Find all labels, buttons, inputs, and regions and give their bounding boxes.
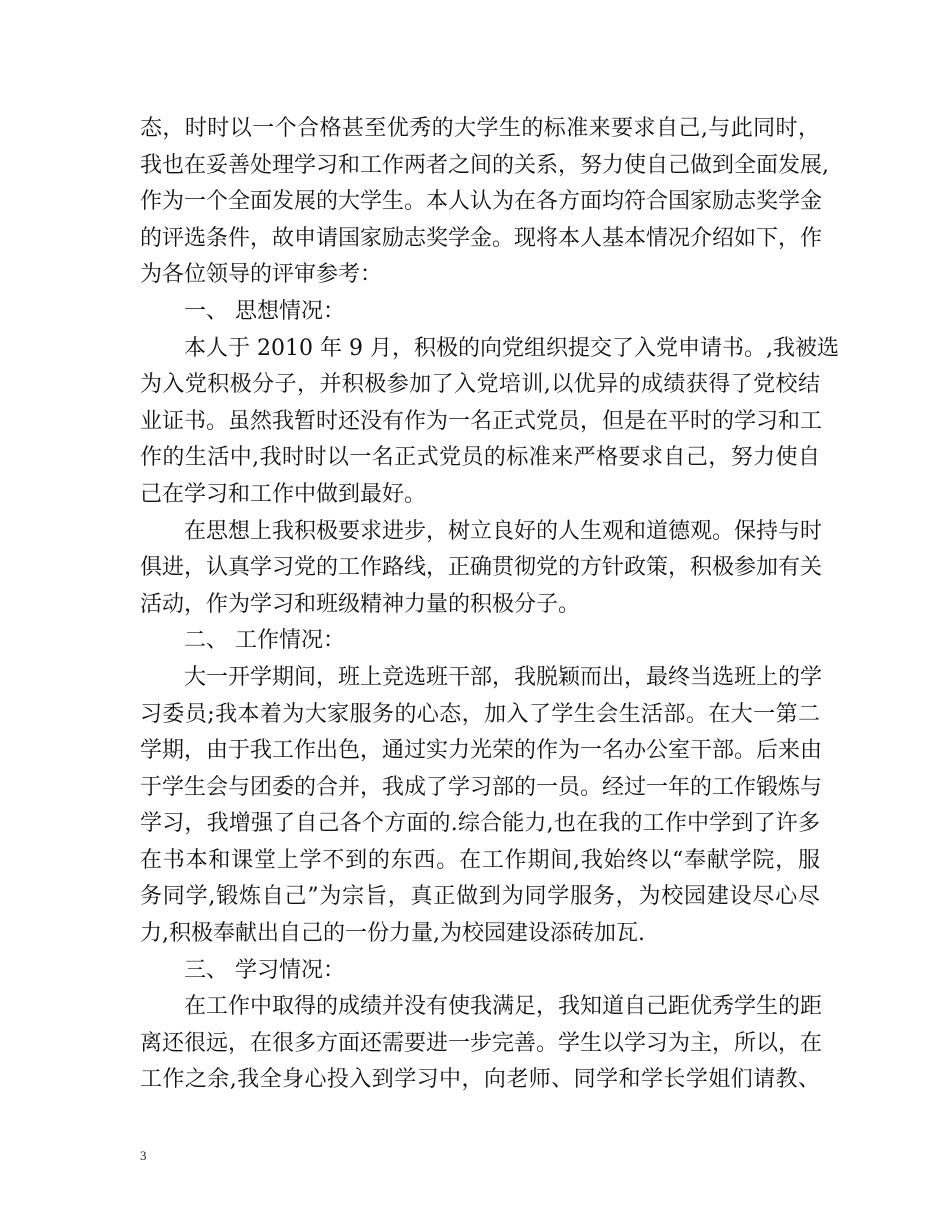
text-line: 在思想上我积极要求进步，树立良好的人生观和道德观。保持与时 bbox=[140, 518, 823, 544]
document-body bbox=[140, 111, 839, 1099]
text-line: 在书本和课堂上学不到的东西。在工作期间,我始终以“奉献学院，服 bbox=[140, 847, 820, 873]
page-number: 3 bbox=[140, 1148, 147, 1163]
text-line: 习委员;我本着为大家服务的心态，加入了学生会生活部。在大一第二 bbox=[140, 701, 820, 727]
text-line: 态，时时以一个合格甚至优秀的大学生的标准来要求自己,与此同时， bbox=[140, 116, 820, 141]
section-heading: 一、 思想情况： bbox=[184, 298, 345, 324]
text-line: 我也在妥善处理学习和工作两者之间的关系，努力使自己做到全面发展, bbox=[140, 152, 829, 178]
text-line: 作的生活中,我时时以一名正式党员的标准来严格要求自己，努力使自 bbox=[140, 445, 820, 471]
text-line: 作为一个全面发展的大学生。本人认为在各方面均符合国家励志奖学金 bbox=[140, 189, 823, 215]
text-line: 学习，我增强了自己各个方面的.综合能力,也在我的工作中学到了许多 bbox=[140, 811, 820, 837]
text-line: 力,积极奉献出自己的一份力量,为校园建设添砖加瓦. bbox=[140, 921, 645, 947]
text-line: 己在学习和工作中做到最好。 bbox=[140, 481, 427, 507]
text-line: 于学生会与团委的合并，我成了学习部的一员。经过一年的工作锻炼与 bbox=[140, 774, 823, 800]
text-line: 学期，由于我工作出色，通过实力光荣的作为一名办公室干部。后来由 bbox=[140, 738, 823, 764]
text-line: 业证书。虽然我暂时还没有作为一名正式党员，但是在平时的学习和工 bbox=[140, 408, 823, 434]
text-line: 活动，作为学习和班级精神力量的积极分子。 bbox=[140, 591, 581, 617]
text-line: 为各位领导的评审参考： bbox=[140, 262, 383, 288]
text-line: 离还很远，在很多方面还需要进一步完善。学生以学习为主，所以，在 bbox=[140, 1030, 823, 1056]
section-heading: 三、 学习情况： bbox=[184, 957, 345, 983]
text-line: 务同学,锻炼自己”为宗旨，真正做到为同学服务，为校园建设尽心尽 bbox=[140, 884, 820, 910]
section-heading: 二、 工作情况： bbox=[184, 628, 345, 654]
text-line: 工作之余,我全身心投入到学习中，向老师、同学和学长学姐们请教、 bbox=[140, 1067, 820, 1093]
text-line: 的评选条件，故申请国家励志奖学金。现将本人基本情况介绍如下，作 bbox=[140, 225, 823, 251]
text-line: 为入党积极分子，并积极参加了入党培训,以优异的成绩获得了党校结 bbox=[140, 372, 820, 398]
text-line: 在工作中取得的成绩并没有使我满足，我知道自己距优秀学生的距 bbox=[140, 994, 823, 1020]
text-line: 本人于 2010 年 9 月，积极的向党组织提交了入党申请书。,我被选 bbox=[140, 335, 839, 361]
text-line: 俱进，认真学习党的工作路线，正确贯彻党的方针政策，积极参加有关 bbox=[140, 555, 823, 581]
text-line: 大一开学期间，班上竞选班干部，我脱颖而出，最终当选班上的学 bbox=[140, 664, 823, 690]
